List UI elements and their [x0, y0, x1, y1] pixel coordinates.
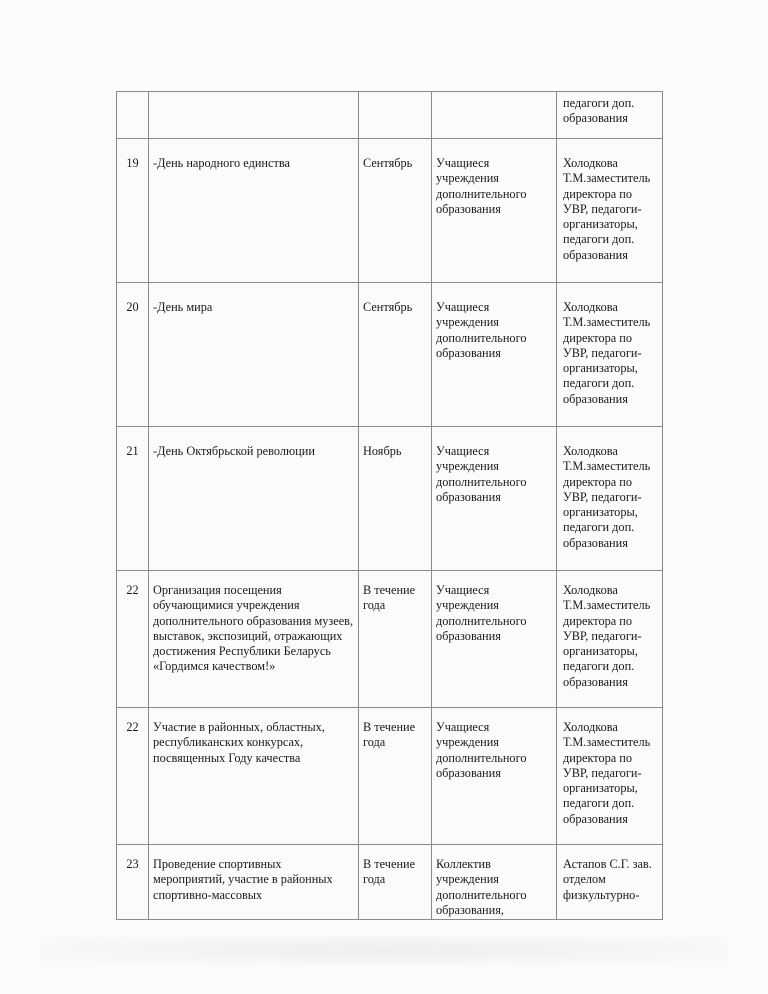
table-row: [117, 283, 663, 427]
participants-cell: Коллектив учреждения дополнительного образования,: [432, 845, 557, 920]
responsible-cell: Холодкова Т.М.заместитель директора по УВР, педагоги-организаторы, педагоги доп. образования: [557, 283, 663, 427]
responsible-cell: Холодкова Т.М.заместитель директора по УВР, педагоги-организаторы, педагоги доп. образования: [557, 139, 663, 283]
event-cell: Проведение спортивных мероприятий, участие в районных спортивно-массовых: [149, 845, 359, 920]
responsible-cell: Холодкова Т.М.заместитель директора по УВР, педагоги-организаторы, педагоги доп. образования: [557, 571, 663, 708]
row-number-cell: 19: [117, 139, 149, 283]
event-cell: [149, 92, 359, 139]
table-row: [117, 139, 663, 283]
event-cell: -День народного единства: [149, 139, 359, 283]
participants-cell: Учащиеся учреждения дополнительного образования: [432, 139, 557, 283]
event-cell: Организация посещения обучающимися учреждения дополнительного образования музеев, выставок, экспозиций, отражающих достижения Республики Беларусь «Гордимся качеством!»: [149, 571, 359, 708]
participants-cell: [432, 92, 557, 139]
table-row: [117, 708, 663, 845]
row-number-cell: 22: [117, 708, 149, 845]
date-cell: В течение года: [359, 845, 432, 920]
participants-cell: Учащиеся учреждения дополнительного образования: [432, 283, 557, 427]
responsible-cell: педагоги доп. образования: [557, 92, 663, 139]
event-cell: -День мира: [149, 283, 359, 427]
date-cell: В течение года: [359, 571, 432, 708]
participants-cell: Учащиеся учреждения дополнительного образования: [432, 708, 557, 845]
date-cell: В течение года: [359, 708, 432, 845]
table-row: [117, 571, 663, 708]
participants-cell: Учащиеся учреждения дополнительного образования: [432, 571, 557, 708]
row-number-cell: 22: [117, 571, 149, 708]
event-cell: Участие в районных, областных, республиканских конкурсах, посвященных Году качества: [149, 708, 359, 845]
scan-shadow: [40, 936, 728, 964]
table-row: [117, 845, 663, 920]
date-cell: [359, 92, 432, 139]
event-cell: -День Октябрьской революции: [149, 427, 359, 571]
date-cell: Ноябрь: [359, 427, 432, 571]
events-table: [116, 91, 663, 920]
table-row: [117, 427, 663, 571]
responsible-cell: Холодкова Т.М.заместитель директора по УВР, педагоги-организаторы, педагоги доп. образования: [557, 708, 663, 845]
row-number-cell: 20: [117, 283, 149, 427]
row-number-cell: 21: [117, 427, 149, 571]
responsible-cell: Астапов С.Г. зав. отделом физкультурно-: [557, 845, 663, 920]
row-number-cell: [117, 92, 149, 139]
date-cell: Сентябрь: [359, 283, 432, 427]
row-number-cell: 23: [117, 845, 149, 920]
responsible-cell: Холодкова Т.М.заместитель директора по УВР, педагоги-организаторы, педагоги доп. образования: [557, 427, 663, 571]
date-cell: Сентябрь: [359, 139, 432, 283]
table-row: [117, 92, 663, 139]
participants-cell: Учащиеся учреждения дополнительного образования: [432, 427, 557, 571]
